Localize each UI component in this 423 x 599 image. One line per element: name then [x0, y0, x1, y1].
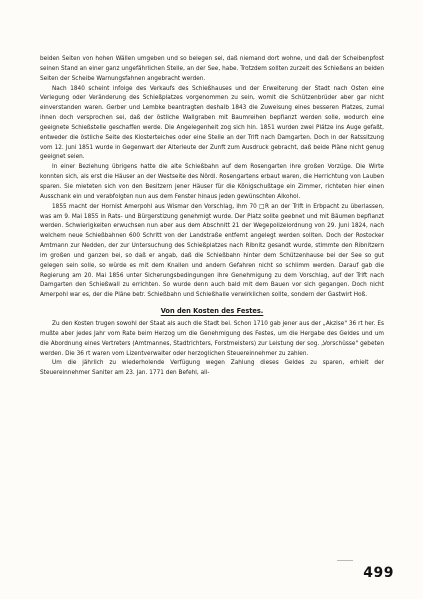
section-heading: Von den Kosten des Festes. — [160, 307, 264, 316]
page-edge-mark — [337, 560, 353, 561]
paragraph-2: Nach 1840 scheint infolge des Verkaufs des Schießhauses und der Erweiterung der Stadt nach Osten eine Verlegung oder Veränderung des Schießplatzes vorgenommen zu sein, womit die Schützenbrüder aber gar nicht einverstanden waren. Gerber und Lembke beantragten deshalb 1843 die Zuweisung eines besseren Platzes, zumal ihnen doch versprochen sei, daß der östliche Wallgraben mit Baumreihen bepflanzt werden solle, wodurch eine geeignete Schießstelle geschaffen werde. Die Angelegenheit zog sich hin. 1851 wurden zwei Plätze ins Auge gefaßt, entweder die östliche Seite des Klosterteiches oder eine Stelle an der Trift nach Damgarten. Doch in der Ratssitzung vom 12. Juni 1851 wurde in Gegenwart der Alterleute der Zunft zum Ausdruck gebracht, daß beide Pläne nicht genug geeignet seien. — [40, 84, 384, 161]
paragraph-3: In einer Beziehung übrigens hatte die alte Schießbahn auf dem Rosengarten ihre großen Vorzüge. Die Wirte konnten sich, als erst die Häuser an der Westseite des Nördl. Rosengartens erbaut waren, die Herrichtung von Lauben sparen. Sie mieteten sich von den Besitzern jener Häuser für die Königschußtage ein Zimmer, richteten hier einen Ausschank ein und verabfolgten nun aus dem Fenster hinaus jeden gewünschten Alkohol. — [40, 163, 384, 200]
paragraph-4: 1855 macht der Hornist Amerpohl aus Wismar den Vorschlag, ihm 70 □R an der Trift in Erbpacht zu überlassen, was am 9. Mai 1855 in Rats- und Bürgerstizung genehmigt wurde. Der Platz sollte geebnet und mit Bäumen bepflanzt werden. Schwierigkeiten erwuchsen nun aber aus dem Abschnitt 21 der Wegepolizeiordnung von 29. Juni 1824, nach welchem neue Schießbahnen 600 Schritt von der Landstraße entfernt angelegt werden sollten. Doch der Rostocker Amtmann zur Nedden, der zur Untersuchung des Schießplatzes nach Ribnitz gesandt wurde, stimmte den Ribnitzern im großen und ganzen bei, so daß er angab, daß die Schießbahn hinter dem Schützenhause bei der See so gut gelegen sein solle, so würde es mit dem Knallen und andern Gefahren nicht so schlimm werden. Darauf gab die Regierung am 20. Mai 1856 unter Sicherungsbedingungen ihre Genehmigung zu dem Vorschlag, auf der Trift nach Damgarten den Schießwall zu errichten. So wurde denn auch bald mit dem Bauen vor sich gegangen. Doch nicht Amerpohl war es, der die Pläne betr. Schießbahn und Schießhalle verwirklichen sollte, sondern der Gastwirt Hoß. — [40, 202, 384, 299]
paragraph-1: beiden Seiten von hohen Wällen umgeben und so belegen sei, daß niemand dort wohne, und daß der Scheibenpfost seinen Stand an einer ganz ungefährlichen Stelle, an der See, habe. Trotzdem sollten zurzeit des Schießens an beiden Seiten der Scheibe Warnungsfahnen angebracht werden. — [40, 55, 384, 82]
page-number: 499 — [363, 565, 394, 581]
paragraph-6: Um die jährlich zu wiederholende Verfügung wegen Zahlung dieses Geldes zu sparen, erhielt der Steuereinnehmer Saniter am 23. Jan. 1771 den Befehl, all- — [40, 359, 384, 377]
document-page — [40, 54, 384, 378]
paragraph-5: Zu den Kosten trugen sowohl der Staat als auch die Stadt bei. Schon 1710 gab jener aus der „Akzise" 36 rt her. Es mußte aber jedes Jahr vom Rate beim Herzog um die Genehmigung des Festes, um die Hergabe des Geldes und um die Abordnung eines Vertreters (Amtmannes, Stadtrichters, Forstmeisters) zur Leistung der sog. „Vorschüsse" gebeten werden. Die 36 rt waren vom Lizentverwalter oder herzoglichen Steuereinnehmer zu zahlen. — [40, 320, 384, 357]
